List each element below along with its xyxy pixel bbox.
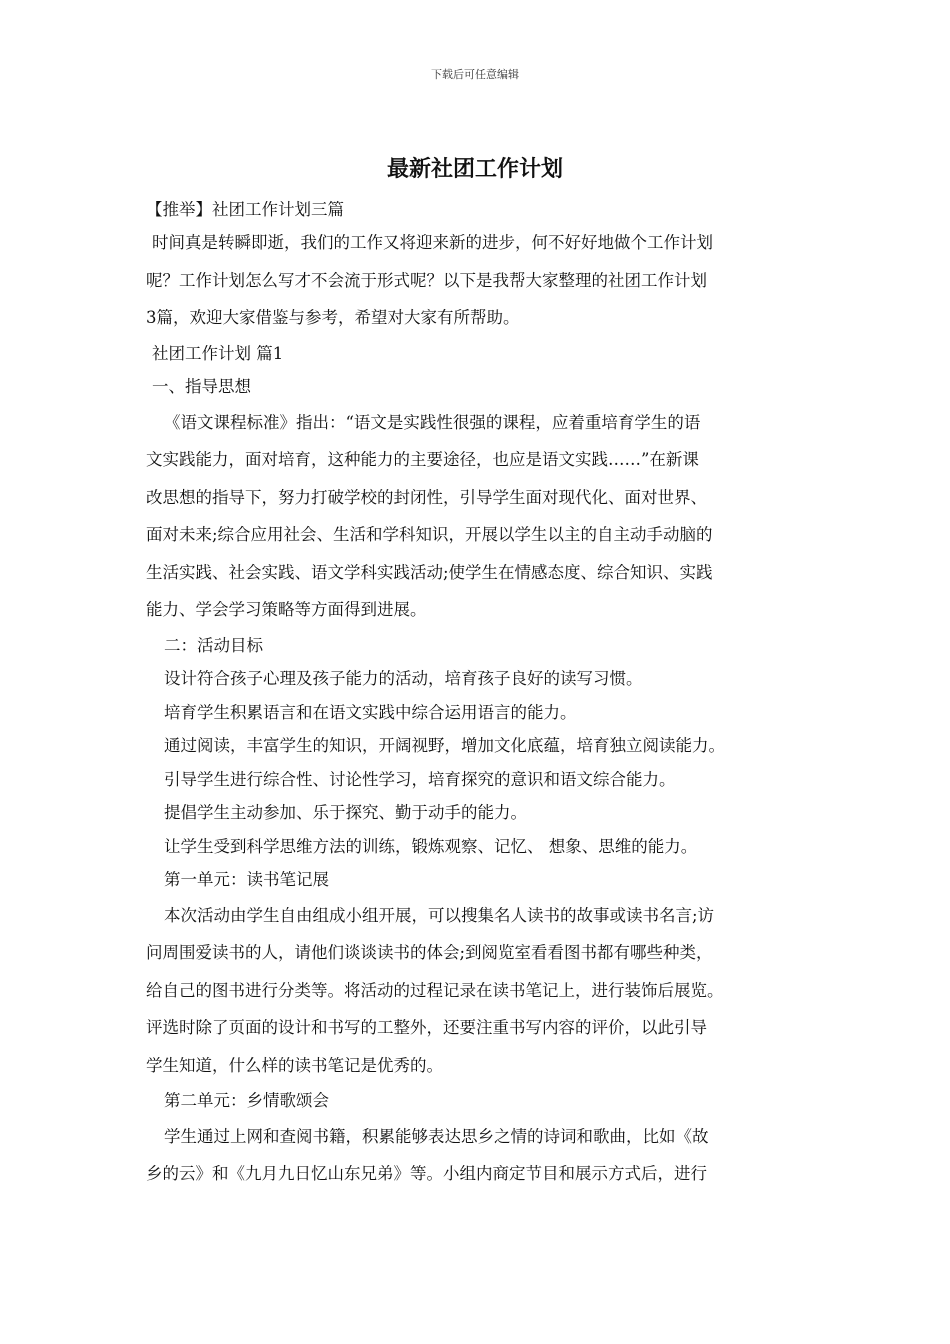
guiding-line: 面对未来;综合应用社会、生活和学科知识，开展以学生以主的自主动手动脑的 [146,525,713,544]
heading-unit-1: 第一单元：读书笔记展 [164,870,329,889]
intro-paragraph [146,224,812,337]
goals-block [146,629,812,897]
guiding-line: 能力、学会学习策略等方面得到进展。 [146,600,427,619]
unit-1-line: 评选时除了页面的设计和书写的工整外，还要注重书写内容的评价，以此引导 [146,1018,707,1037]
goal-item: 让学生受到科学思维方法的训练，锻炼观察、记忆、 想象、思维的能力。 [164,836,698,856]
heading-unit-2: 第二单元：乡情歌颂会 [164,1091,329,1110]
intro-line: 时间真是转瞬即逝，我们的工作又将迎来新的进步，何不好好地做个工作计划 [152,233,713,252]
unit-2-line: 乡的云》和《九月九日忆山东兄弟》等。小组内商定节目和展示方式后，进行 [146,1164,707,1183]
intro-line: 呢？工作计划怎么写才不会流于形式呢？以下是我帮大家整理的社团工作计划 [146,270,707,290]
unit-1-line: 学生知道，什么样的读书笔记是优秀的。 [146,1055,443,1075]
guiding-line: 生活实践、社会实践、语文学科实践活动;使学生在情感态度、综合知识、实践 [146,562,713,582]
intro-line: 3篇，欢迎大家借鉴与参考，希望对大家有所帮助。 [146,308,520,327]
guiding-paragraph [146,404,812,629]
guiding-line: 文实践能力，面对培育，这种能力的主要途径，也应是语文实践……”在新课 [146,450,699,469]
unit-1-line: 本次活动由学生自由组成小组开展，可以搜集名人读书的故事或读书名言;访 [164,905,715,925]
guiding-line: 改思想的指导下，努力打破学校的封闭性，引导学生面对现代化、面对世界、 [146,487,707,507]
header-note: 下载后可任意编辑 [431,68,519,81]
goal-item: 设计符合孩子心理及孩子能力的活动，培育孩子良好的读写习惯。 [164,669,643,688]
unit-2-paragraph [146,1118,812,1193]
heading-goals: 二：活动目标 [164,635,263,655]
recommend-line: 【推举】社团工作计划三篇 [146,200,344,219]
unit-2-line: 学生通过上网和查阅书籍，积累能够表达思乡之情的诗词和歌曲，比如《故 [164,1126,709,1146]
unit-1-paragraph [146,897,812,1085]
heading-guiding: 一、指导思想 [152,377,251,396]
document-body [146,196,812,1193]
page-title: 最新社团工作计划 [386,156,563,182]
section-title: 社团工作计划 篇1 [152,343,284,363]
unit-1-line: 给自己的图书进行分类等。将活动的过程记录在读书笔记上，进行装饰后展览。 [146,980,724,1000]
goal-item: 引导学生进行综合性、讨论性学习，培育探究的意识和语文综合能力。 [164,769,676,789]
goal-item: 培育学生积累语言和在语文实践中综合运用语言的能力。 [164,702,577,722]
unit-1-line: 问周围爱读书的人，请他们谈谈读书的体会;到阅览室看看图书都有哪些种类， [146,943,713,962]
goal-item: 提倡学生主动参加、乐于探究、勤于动手的能力。 [164,803,527,822]
goal-item: 通过阅读，丰富学生的知识，开阔视野，增加文化底蕴，培育独立阅读能力。 [164,736,725,755]
guiding-line: 《语文课程标准》指出：“语文是实践性很强的课程，应着重培育学生的语 [164,412,701,432]
